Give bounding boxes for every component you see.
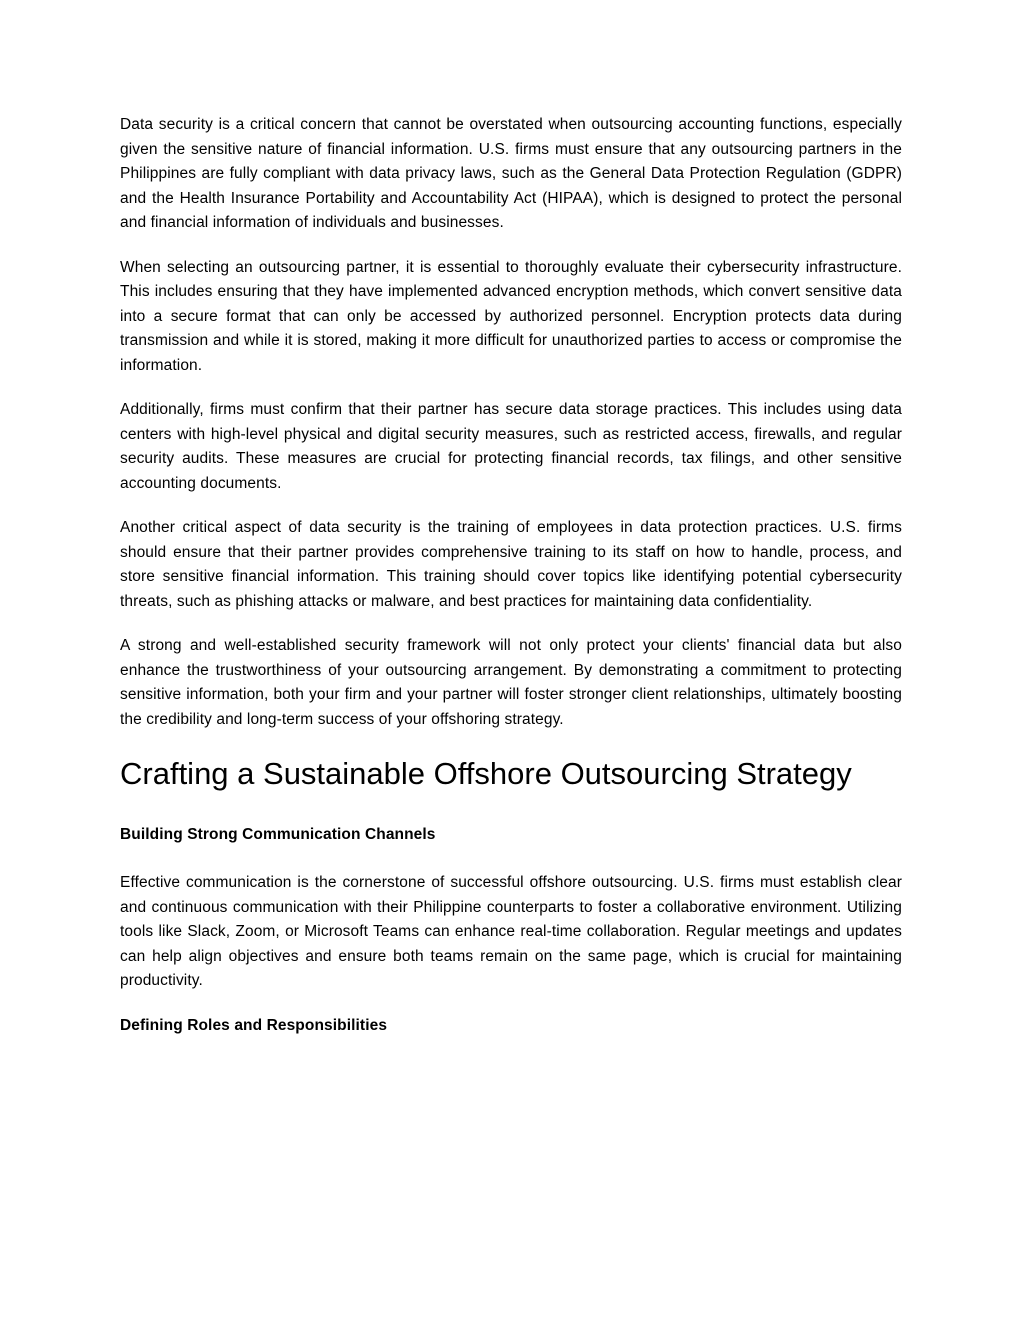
subsection-heading-roles-responsibilities: Defining Roles and Responsibilities [120, 1016, 388, 1034]
paragraph-effective-communication: Effective communication is the cornerstone of successful offshore outsourcing. U.S. firms must establish clear and continuous communication with their Philippine counterparts to foster a collaborative environment. Utilizing tools like Slack, Zoom, or Microsoft Teams can enhance real-time collaboration. Regular meetings and updates can help align objectives and ensure both teams remain on the same page, which is crucial for maintaining productivity. [120, 874, 902, 989]
section-heading-crafting-strategy: Crafting a Sustainable Offshore Outsourcing Strategy [120, 756, 852, 791]
paragraph-data-security-intro: Data security is a critical concern that cannot be overstated when outsourcing accounting functions, especially given the sensitive nature of financial information. U.S. firms must ensure that any outsourcing partners in the Philippines are fully compliant with data privacy laws, such as the General Data Protection Regulation (GDPR) and the Health Insurance Portability and Accountability Act (HIPAA), which is designed to protect the personal and financial information of individuals and businesses. [120, 116, 902, 231]
paragraph-security-framework-benefits: A strong and well-established security framework will not only protect your clients' financial data but also enhance the trustworthiness of your outsourcing arrangement. By demonstrating a commitment to protecting sensitive information, both your firm and your partner will foster stronger client relationships, ultimately boosting the credibility and long-term success of your offshoring strategy. [120, 637, 902, 728]
paragraph-data-storage-practices: Additionally, firms must confirm that their partner has secure data storage practices. This includes using data centers with high-level physical and digital security measures, such as restricted access, firewalls, and regular security audits. These measures are crucial for protecting financial records, tax filings, and other sensitive accounting documents. [120, 401, 902, 492]
subsection-heading-communication-channels: Building Strong Communication Channels [120, 825, 436, 843]
paragraph-cybersecurity-evaluation: When selecting an outsourcing partner, it is essential to thoroughly evaluate their cybersecurity infrastructure. This includes ensuring that they have implemented advanced encryption methods, which convert sensitive data into a secure format that can only be accessed by authorized personnel. Encryption protects data during transmission and while it is stored, making it more difficult for unauthorized parties to access or compromise the information. [120, 258, 902, 374]
paragraph-employee-training: Another critical aspect of data security is the training of employees in data protection practices. U.S. firms should ensure that their partner provides comprehensive training to its staff on how to handle, process, and store sensitive financial information. This training should cover topics like identifying potential cybersecurity threats, such as phishing attacks or malware, and best practices for maintaining data confidentiality. [120, 519, 902, 610]
